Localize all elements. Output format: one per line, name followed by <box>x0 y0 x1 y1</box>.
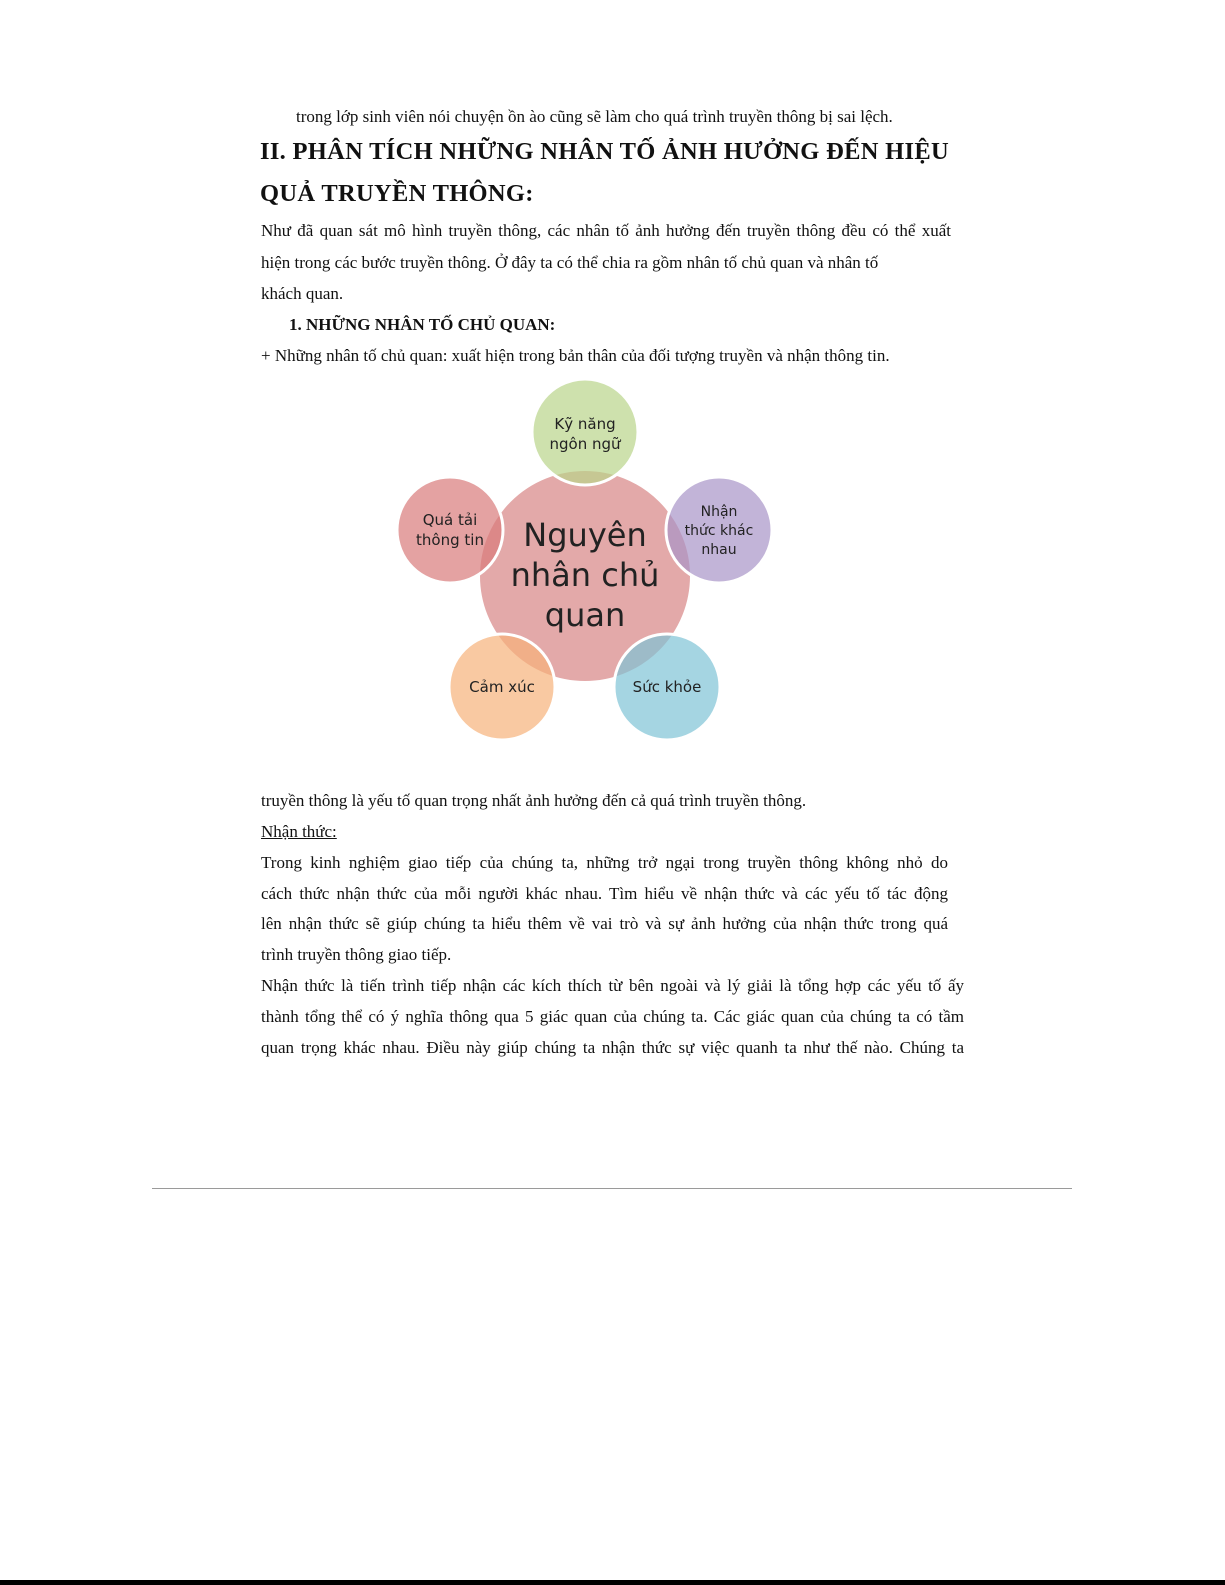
node-label-information-overload-2: thông tin <box>416 531 484 549</box>
section-heading-line-2: QUẢ TRUYỀN THÔNG: <box>260 180 534 207</box>
node-label-language-skills-1: Kỹ năng <box>554 415 616 433</box>
bottom-edge-bar <box>0 1580 1225 1585</box>
after-diagram-line: truyền thông là yếu tố quan trọng nhất ảnh hưởng đến cả quá trình truyền thông. <box>261 791 807 810</box>
subsection-heading: 1. NHỮNG NHÂN TỐ CHỦ QUAN: <box>289 315 556 334</box>
subjective-factors-line: + Những nhân tố chủ quan: xuất hiện trong bản thân của đối tượng truyền và nhận thông tin. <box>261 346 890 365</box>
paragraph-1-line-1: Trong kinh nghiệm giao tiếp của chúng ta, những trở ngại trong truyền thông không nhỏ do <box>261 853 948 872</box>
node-label-emotion: Cảm xúc <box>469 678 535 696</box>
section-heading-line-1: II. PHÂN TÍCH NHỮNG NHÂN TỐ ẢNH HƯỞNG ĐẾN HIỆU <box>260 138 949 165</box>
paragraph-1-line-3: lên nhận thức sẽ giúp chúng ta hiểu thêm về vai trò và sự ảnh hưởng của nhận thức trong quá <box>261 914 948 933</box>
paragraph-2-line-3: quan trọng khác nhau. Điều này giúp chúng ta nhận thức sự việc quanh ta như thế nào. Chúng ta <box>261 1038 964 1057</box>
paragraph-1-line-4: trình truyền thông giao tiếp. <box>261 945 452 964</box>
node-label-language-skills-2: ngôn ngữ <box>549 435 621 453</box>
node-label-health: Sức khỏe <box>632 678 702 696</box>
center-label-line-1: Nguyên <box>523 516 647 554</box>
subjective-causes-diagram <box>380 376 790 756</box>
center-label-line-2: nhân chủ <box>510 556 660 594</box>
page-divider <box>152 1188 1072 1189</box>
paragraph-2-line-1: Nhận thức là tiến trình tiếp nhận các kích thích từ bên ngoài và lý giải là tổng hợp các yếu tố ấy <box>261 976 964 995</box>
paragraph-1-line-2: cách thức nhận thức của mỗi người khác nhau. Tìm hiểu về nhận thức và các yếu tố tác động <box>261 884 948 903</box>
node-label-different-perception-2: thức khác <box>684 523 754 539</box>
node-circle-information-overload <box>397 477 503 583</box>
intro-paragraph-line-2: hiện trong các bước truyền thông. Ở đây ta có thể chia ra gồm nhân tố chủ quan và nhân tố <box>261 253 879 272</box>
intro-paragraph-line-3: khách quan. <box>261 284 344 303</box>
intro-paragraph-line-1: Như đã quan sát mô hình truyền thông, các nhân tố ảnh hưởng đến truyền thông đều có thể xuất <box>261 221 951 240</box>
paragraph-2-line-2: thành tổng thể có ý nghĩa thông qua 5 giác quan của chúng ta. Các giác quan của chúng ta có tầm <box>261 1007 964 1026</box>
perception-label: Nhận thức: <box>261 822 337 841</box>
continued-text-line: trong lớp sinh viên nói chuyện ồn ào cũng sẽ làm cho quá trình truyền thông bị sai lệch. <box>296 107 893 126</box>
node-label-different-perception-1: Nhận <box>700 504 738 520</box>
center-label-line-3: quan <box>544 596 626 634</box>
node-label-information-overload-1: Quá tải <box>422 511 478 529</box>
node-label-different-perception-3: nhau <box>701 542 737 558</box>
